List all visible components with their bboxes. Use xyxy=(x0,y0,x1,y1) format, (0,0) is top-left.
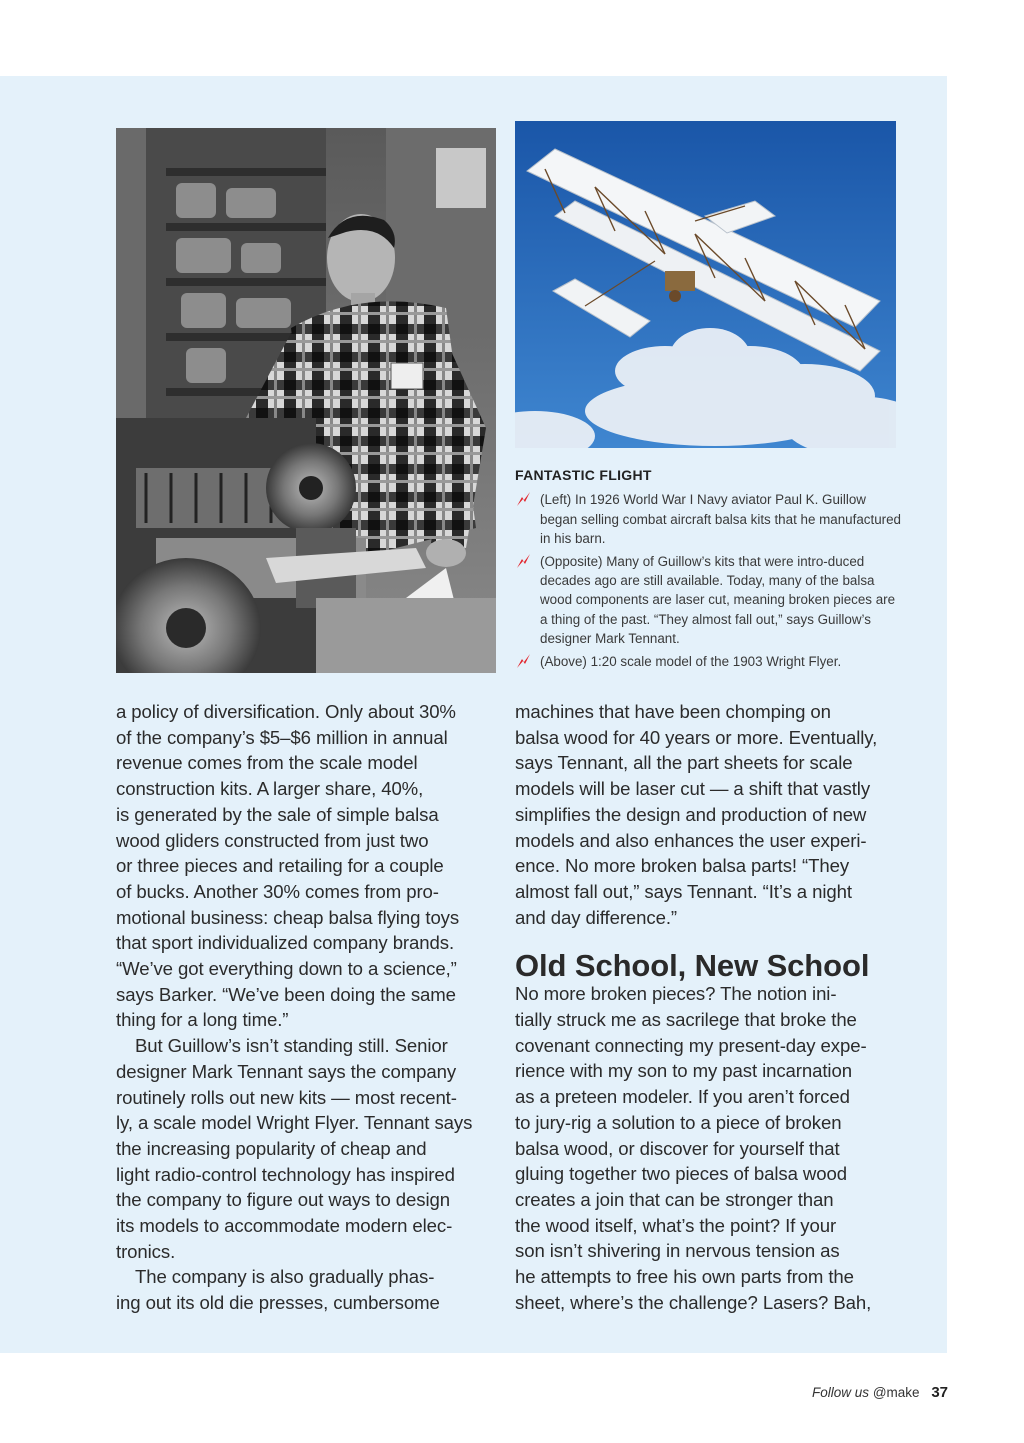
text-line: No more broken pieces? The notion ini- xyxy=(515,983,837,1005)
text-line: But Guillow’s isn’t standing still. Senior xyxy=(135,1035,448,1057)
photo-worker-at-machine xyxy=(116,128,496,673)
text-line: covenant connecting my present-day expe- xyxy=(515,1034,867,1056)
text-line: of the company’s $5–$6 million in annual xyxy=(116,726,448,748)
text-line: its models to accommodate modern elec- xyxy=(116,1215,453,1237)
text-line: routinely rolls out new kits — most recent- xyxy=(116,1086,457,1108)
text-line: revenue comes from the scale model xyxy=(116,752,418,774)
caption-title: FANTASTIC FLIGHT xyxy=(515,467,652,483)
caption-item xyxy=(515,652,905,671)
text-line: gluing together two pieces of balsa wood xyxy=(515,1163,847,1185)
text-line: thing for a long time.” xyxy=(116,1009,289,1031)
text-line: ing out its old die presses, cumbersome xyxy=(116,1292,440,1314)
text-line: is generated by the sale of simple balsa xyxy=(116,803,439,825)
text-line: rience with my son to my past incarnation xyxy=(515,1060,852,1082)
text-line: models will be laser cut — a shift that vastly xyxy=(515,778,871,800)
text-line: to jury-rig a solution to a piece of broken xyxy=(515,1111,842,1133)
text-line: creates a join that can be stronger than xyxy=(515,1188,834,1210)
paragraph xyxy=(116,699,501,1033)
text-line: son isn’t shivering in nervous tension as xyxy=(515,1240,840,1262)
text-line: simplifies the design and production of new xyxy=(515,803,867,825)
text-line: the wood itself, what’s the point? If your xyxy=(515,1214,837,1236)
text-line: “We’ve got everything down to a science,” xyxy=(116,958,457,980)
paragraph xyxy=(515,699,905,930)
text-line: he attempts to free his own parts from the xyxy=(515,1266,854,1288)
text-line: ence. No more broken balsa parts! “They xyxy=(515,855,850,877)
article-column-right xyxy=(515,699,905,1315)
text-line: as a preteen modeler. If you aren’t forced xyxy=(515,1086,850,1108)
lightning-bolt-icon xyxy=(515,491,533,507)
lightning-bolt-icon xyxy=(515,553,533,569)
paragraph xyxy=(116,1264,501,1315)
text-line: balsa wood for 40 years or more. Eventually, xyxy=(515,726,878,748)
caption-item-text: (Opposite) Many of Guillow’s kits that were intro-duced decades ago are still available. Today, many of the balsa wood components are laser cut, meaning broken pieces are a thing of the past. “They almost fall out,” says Guillow’s designer Mark Tennant. xyxy=(540,553,896,647)
text-line: tronics. xyxy=(116,1240,176,1262)
text-line: the increasing popularity of cheap and xyxy=(116,1137,427,1159)
caption-item xyxy=(515,490,905,548)
paragraph xyxy=(515,981,905,1315)
text-line: machines that have been chomping on xyxy=(515,701,831,722)
text-line: ly, a scale model Wright Flyer. Tennant says xyxy=(116,1112,473,1134)
text-line: says Barker. “We’ve been doing the same xyxy=(116,983,456,1005)
text-line: the company to figure out ways to design xyxy=(116,1189,450,1211)
text-line: says Tennant, all the part sheets for scale xyxy=(515,752,853,774)
text-line: The company is also gradually phas- xyxy=(135,1266,435,1288)
lightning-bolt-icon xyxy=(515,653,533,669)
text-line: or three pieces and retailing for a couple xyxy=(116,855,444,877)
text-line: light radio-control technology has inspired xyxy=(116,1163,455,1185)
text-line: motional business: cheap balsa flying toys xyxy=(116,906,460,928)
text-line: models and also enhances the user experi- xyxy=(515,829,867,851)
text-line: wood gliders constructed from just two xyxy=(116,829,429,851)
text-line: tially struck me as sacrilege that broke the xyxy=(515,1009,857,1031)
article-column-left xyxy=(116,699,501,1316)
photo-caption xyxy=(515,466,905,674)
photo-wright-flyer-model xyxy=(515,121,896,448)
page-number: 37 xyxy=(931,1384,948,1401)
paragraph xyxy=(116,1033,501,1264)
text-line: designer Mark Tennant says the company xyxy=(116,1060,457,1082)
text-line: that sport individualized company brands. xyxy=(116,932,455,954)
caption-item-text: (Left) In 1926 World War I Navy aviator Paul K. Guillow began selling combat aircraft balsa kits that he manufactured in his barn. xyxy=(540,492,902,547)
text-line: construction kits. A larger share, 40%, xyxy=(116,778,424,800)
caption-item xyxy=(515,552,905,649)
section-heading: Old School, New School xyxy=(515,948,870,984)
follow-label: Follow us xyxy=(812,1385,870,1400)
social-handle[interactable]: @make xyxy=(872,1385,920,1400)
text-line: of bucks. Another 30% comes from pro- xyxy=(116,880,439,902)
text-line: a policy of diversification. Only about 30% xyxy=(116,701,456,722)
text-line: almost fall out,” says Tennant. “It’s a night xyxy=(515,880,852,902)
caption-item-text: (Above) 1:20 scale model of the 1903 Wright Flyer. xyxy=(540,653,842,669)
page-footer xyxy=(812,1384,948,1401)
text-line: balsa wood, or discover for yourself that xyxy=(515,1137,840,1159)
text-line: and day difference.” xyxy=(515,906,678,928)
text-line: sheet, where’s the challenge? Lasers? Bah, xyxy=(515,1291,872,1313)
